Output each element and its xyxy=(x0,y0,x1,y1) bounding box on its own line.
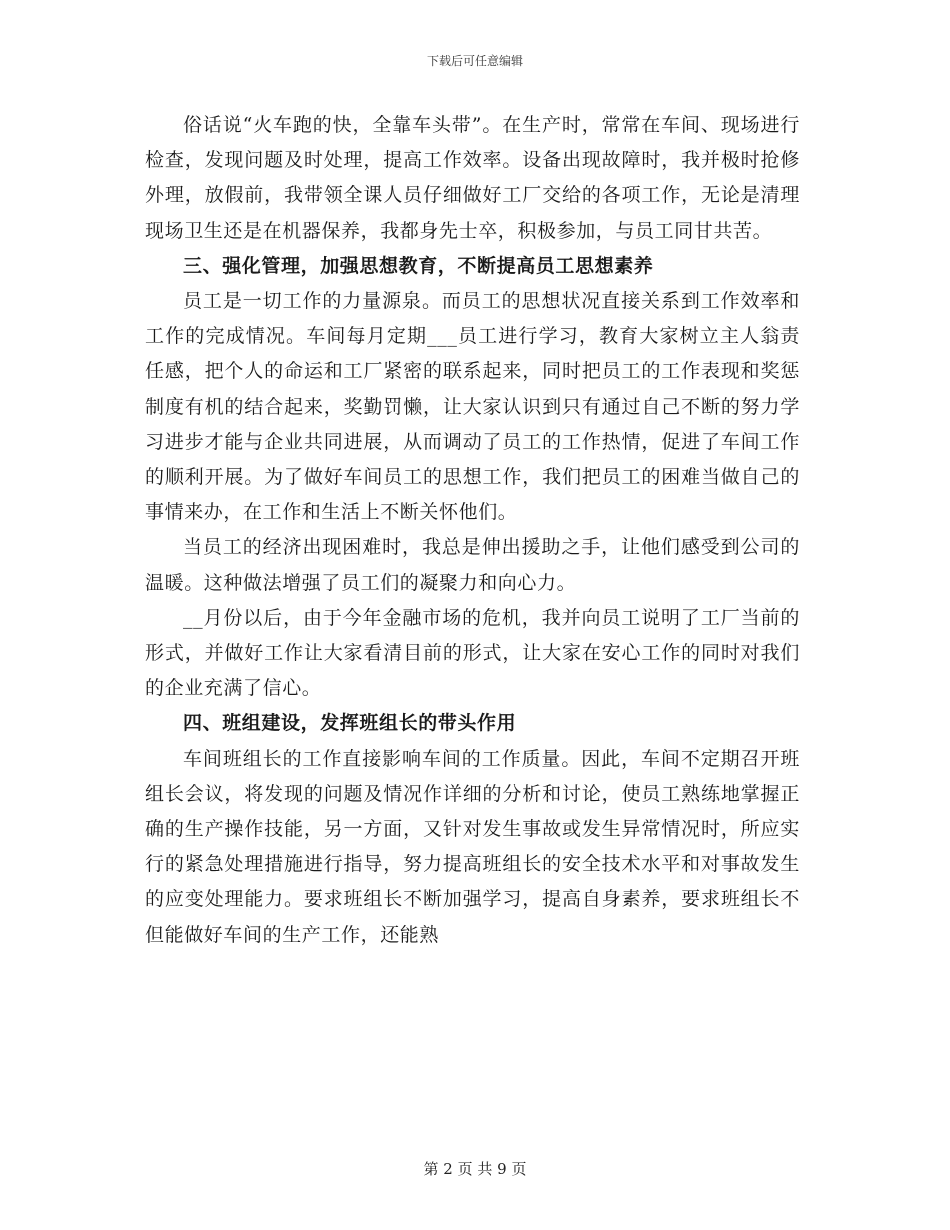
paragraph-leadership: 俗话说“火车跑的快，全靠车头带”。在生产时，常常在车间、现场进行检查，发现问题及时处理，提高工作效率。设备出现故障时，我并极时抢修外理，放假前，我带领全课人员仔细做好工厂交给的各项工作，无论是清理现场卫生还是在机器保养，我都身先士卒，积极参加，与员工同甘共苦。 xyxy=(145,114,800,242)
paragraph-staff-thinking: 员工是一切工作的力量源泉。而员工的思想状况直接关系到工作效率和工作的完成情况。车间每月定期___员工进行学习，教育大家树立主人翁责任感，把个人的命运和工厂紧密的联系起来，同时把员工的工作表现和奖惩制度有机的结合起来，奖勤罚懒，让大家认识到只有通过自己不断的努力学习进步才能与企业共同进展，从而调动了员工的工作热情，促进了车间工作的顺利开展。为了做好车间员工的思想工作，我们把员工的困难当做自己的事情来办，在工作和生活上不断关怀他们。 xyxy=(145,290,800,524)
page-header-note: 下载后可任意编辑 xyxy=(426,54,523,68)
section-heading-4: 四、班组建设，发挥班组长的带头作用 xyxy=(183,712,517,735)
page-number: 第 2 页 共 9 页 xyxy=(423,1160,527,1178)
paragraph-financial-crisis: __月份以后，由于今年金融市场的危机，我并向员工说明了工厂当前的形式，并做好工作让大家看清目前的形式，让大家在安心工作的同时对我们的企业充满了信心。 xyxy=(145,606,800,700)
paragraph-staff-support: 当员工的经济出现困难时，我总是伸出援助之手，让他们感受到公司的温暖。这种做法增强了员工们的凝聚力和向心力。 xyxy=(145,536,800,594)
document-body xyxy=(145,108,800,953)
paragraph-team-leaders: 车间班组长的工作直接影响车间的工作质量。因此，车间不定期召开班组长会议，将发现的问题及情况作详细的分析和讨论，使员工熟练地掌握正确的生产操作技能，另一方面，又针对发生事故或发生异常情况时，所应实行的紧急处理措施进行指导，努力提高班组长的安全技术水平和对事故发生的应变处理能力。要求班组长不断加强学习，提高自身素养，要求班组长不但能做好车间的生产工作，还能熟 xyxy=(145,747,800,946)
section-heading-3: 三、强化管理，加强思想教育，不断提高员工思想素养 xyxy=(183,254,654,277)
